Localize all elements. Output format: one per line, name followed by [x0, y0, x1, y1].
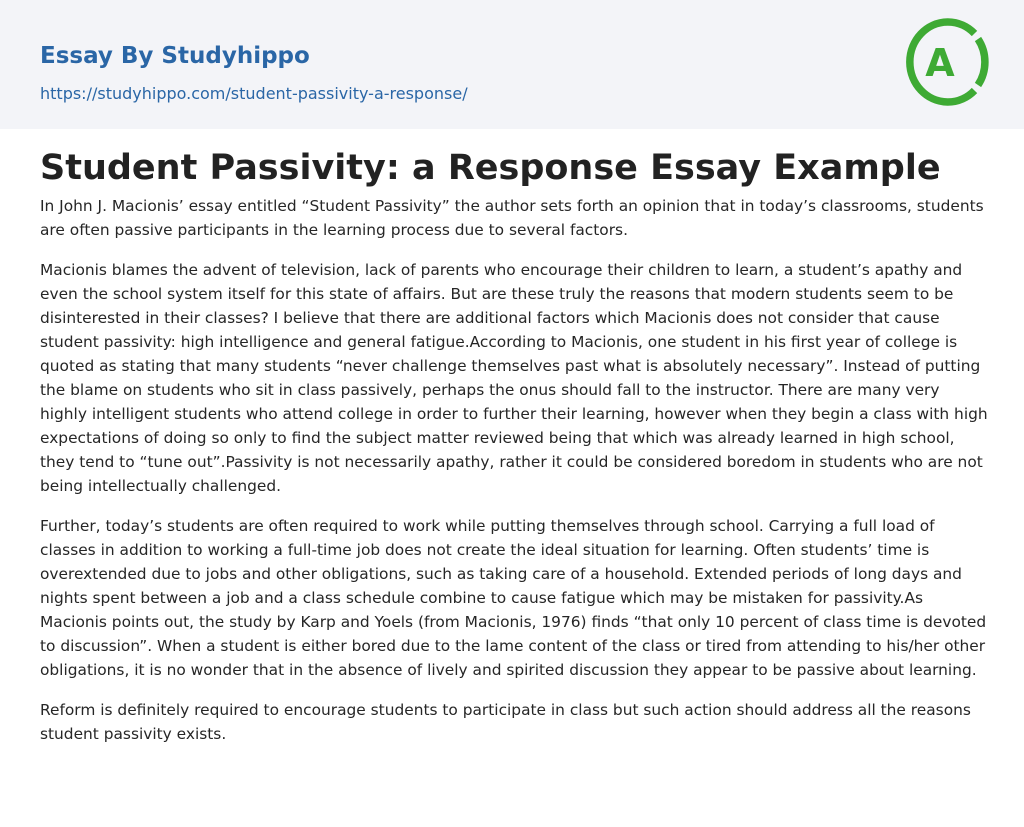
- essay-paragraph: Further, today’s students are often required to work while putting themselves through school. Carrying a full load of classes in addition to working a full-time job does not create the ideal situation for learning. Often students’ time is overextended due to jobs and other obligations, such as taking care of a household. Extended periods of long days and nights spent between a job and a class schedule combine to cause fatigue which may be mistaken for passivity.As Macionis points out, the study by Karp and Yoels (from Macionis, 1976) finds “that only 10 percent of class time is devoted to discussion”. When a student is either bored due to the lame content of the class or tired from attending to his/her other obligations, it is no wonder that in the absence of lively and spirited discussion they appear to be passive about learning.: [40, 517, 987, 679]
- brand-title[interactable]: Essay By Studyhippo: [40, 43, 310, 69]
- source-url-link[interactable]: https://studyhippo.com/student-passivity-a-response/: [40, 84, 468, 103]
- essay-body: [40, 194, 988, 762]
- essay-title: Student Passivity: a Response Essay Example: [40, 148, 941, 188]
- logo-letter: A: [925, 41, 955, 85]
- essay-paragraph: In John J. Macionis’ essay entitled “Student Passivity” the author sets forth an opinion that in today’s classrooms, students are often passive participants in the learning process due to several factors.: [40, 197, 984, 239]
- essay-paragraph: Macionis blames the advent of television, lack of parents who encourage their children to learn, a student’s apathy and even the school system itself for this state of affairs. But are these truly the reasons that modern students seem to be disinterested in their classes? I believe that there are additional factors which Macionis does not consider that cause student passivity: high intelligence and general fatigue.According to Macionis, one student in his first year of college is quoted as stating that many students “never challenge themselves past what is absolutely necessary”. Instead of putting the blame on students who sit in class passively, perhaps the onus should fall to the instructor. There are many very highly intelligent students who attend college in order to further their learning, however when they begin a class with high expectations of doing so only to find the subject matter reviewed being that which was already learned in high school, they tend to “tune out”.Passivity is not necessarily apathy, rather it could be considered boredom in students who are not being intellectually challenged.: [40, 261, 988, 495]
- essay-paragraph: Reform is definitely required to encourage students to participate in class but such action should address all the reasons student passivity exists.: [40, 701, 971, 743]
